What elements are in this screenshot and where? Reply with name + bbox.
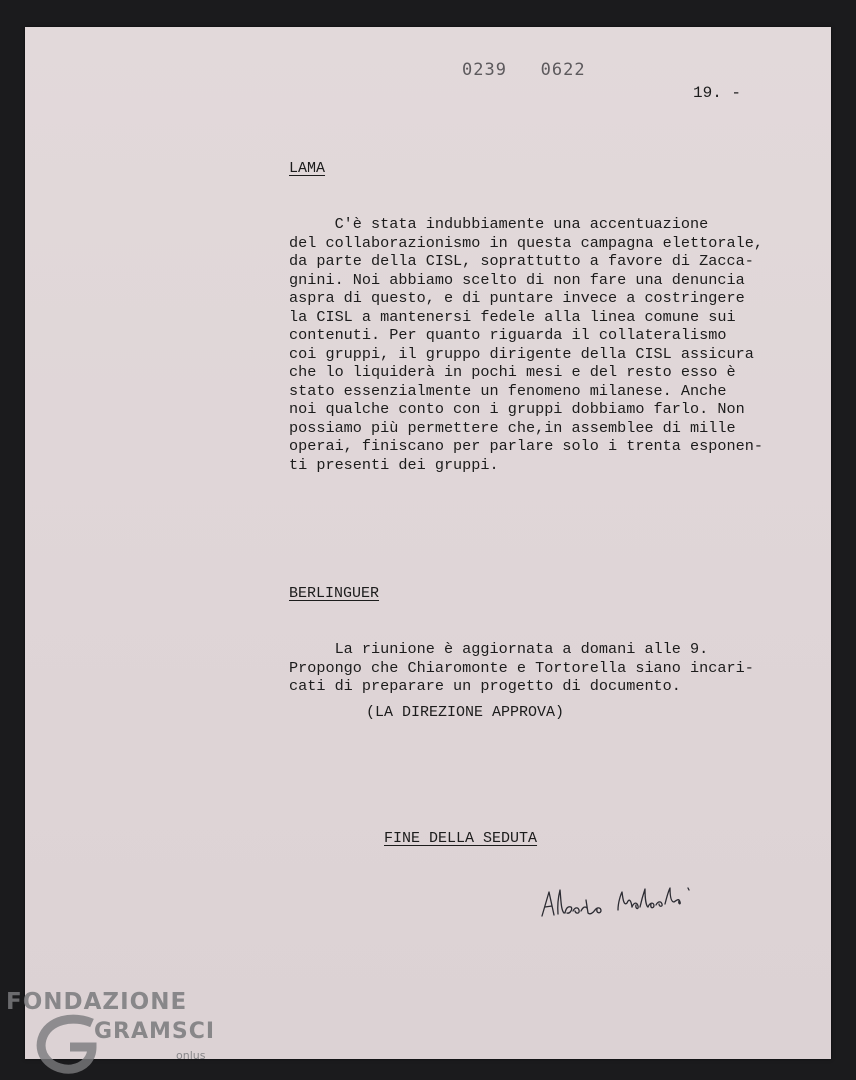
text-line: operai, finiscano per parlare solo i trenta esponen- xyxy=(289,437,763,455)
text-line: aspra di questo, e di puntare invece a costringere xyxy=(289,289,745,307)
archive-stamp: 0239 0622 xyxy=(462,60,586,80)
end-of-session-heading: FINE DELLA SEDUTA xyxy=(384,830,538,847)
text-line: la CISL a mantenersi fedele alla linea comune sui xyxy=(289,307,736,326)
speaker-heading-lama: LAMA xyxy=(289,160,326,177)
page-number: 19. - xyxy=(693,84,742,102)
text-line: noi qualche conto con i gruppi dobbiamo farlo. Non xyxy=(289,400,745,418)
text-line: che lo liquiderà in pochi mesi e del resto esso è xyxy=(289,363,736,381)
text-line: da parte della CISL, soprattutto a favore di Zacca- xyxy=(289,252,754,270)
handwritten-signature xyxy=(538,880,708,925)
text-line: del collaborazionismo in questa campagna elettorale, xyxy=(289,233,763,252)
text-line: ti presenti dei gruppi. xyxy=(289,455,499,474)
speech-paragraph-berlinguer xyxy=(289,640,754,696)
logo-line2: GRAMSCI xyxy=(94,1019,216,1044)
speech-paragraph-lama xyxy=(289,215,763,474)
document-page xyxy=(25,27,831,1059)
text-line: contenuti. Per quanto riguarda il collateralismo xyxy=(289,326,727,344)
speaker-heading-berlinguer: BERLINGUER xyxy=(289,585,380,602)
text-line: gnini. Noi abbiamo scelto di non fare una denuncia xyxy=(289,270,745,289)
logo-line3: onlus xyxy=(176,1049,206,1062)
logo-g-emblem-icon xyxy=(41,1019,92,1069)
text-line: cati di preparare un progetto di documento. xyxy=(289,677,681,695)
text-line: Propongo che Chiaromonte e Tortorella siano incari- xyxy=(289,658,754,677)
logo-line1: FONDAZIONE xyxy=(6,989,188,1015)
approval-note: (LA DIREZIONE APPROVA) xyxy=(366,704,565,721)
text-line: coi gruppi, il gruppo dirigente della CISL assicura xyxy=(289,344,754,363)
fondazione-gramsci-logo xyxy=(4,985,224,1080)
text-line: C'è stata indubbiamente una accentuazione xyxy=(289,215,709,233)
text-line: stato essenzialmente un fenomeno milanese. Anche xyxy=(289,381,727,400)
text-line: possiamo più permettere che,in assemblee di mille xyxy=(289,418,736,437)
text-line: La riunione è aggiornata a domani alle 9. xyxy=(289,640,709,658)
